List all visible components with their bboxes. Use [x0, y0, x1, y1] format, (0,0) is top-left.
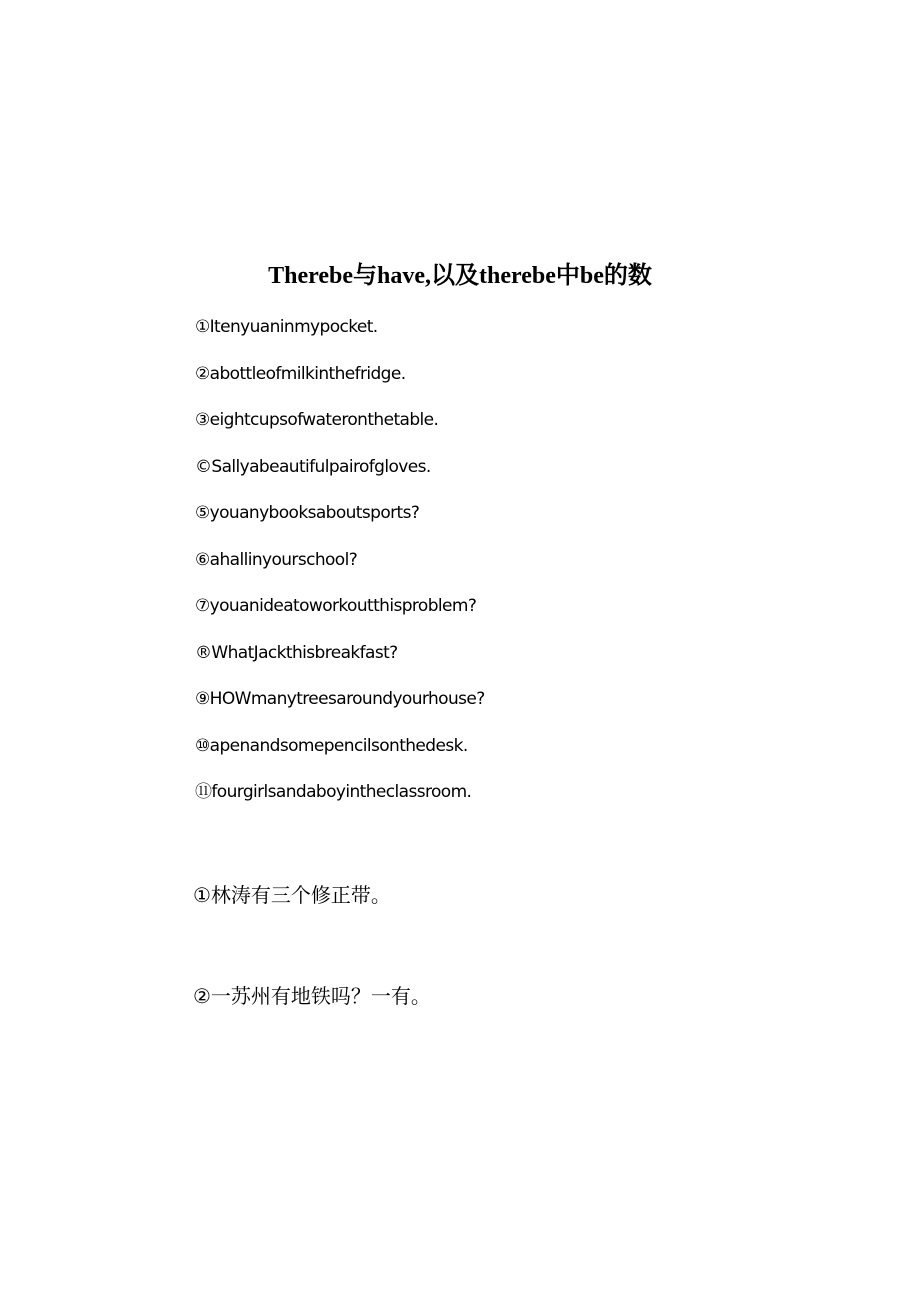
translation-list — [193, 877, 833, 1079]
exercise-item-9: ⑨HOWmanytreesaroundyourhouse? — [195, 689, 485, 709]
exercise-item-1: ①Itenyuaninmypocket. — [195, 317, 378, 337]
exercise-item-11: ⑪fourgirlsandaboyintheclassroom. — [195, 782, 472, 802]
exercise-item-8: ®WhatJackthisbreakfast? — [195, 642, 398, 663]
exercise-list — [195, 312, 835, 824]
translation-item-2: ②一苏州有地铁吗？一有。 — [193, 984, 431, 1008]
exercise-item-10: ⑩apenandsomepencilsonthedesk. — [195, 735, 468, 756]
exercise-item-3: ③eightcupsofwateronthetable. — [195, 410, 439, 430]
exercise-item-4: ©Sallyabeautifulpairofgloves. — [195, 456, 431, 477]
exercise-item-5: ⑤youanybooksaboutsports? — [195, 503, 420, 523]
translation-item-1: ①林涛有三个修正带。 — [193, 883, 391, 907]
exercise-item-6: ⑥ahallinyourschool? — [195, 549, 358, 570]
page-title: Therebe与have,以及therebe中be的数 — [268, 263, 652, 289]
exercise-item-7: ⑦youanideatoworkoutthisproblem? — [195, 596, 477, 616]
exercise-item-2: ②abottleofmilkinthefridge. — [195, 363, 406, 384]
